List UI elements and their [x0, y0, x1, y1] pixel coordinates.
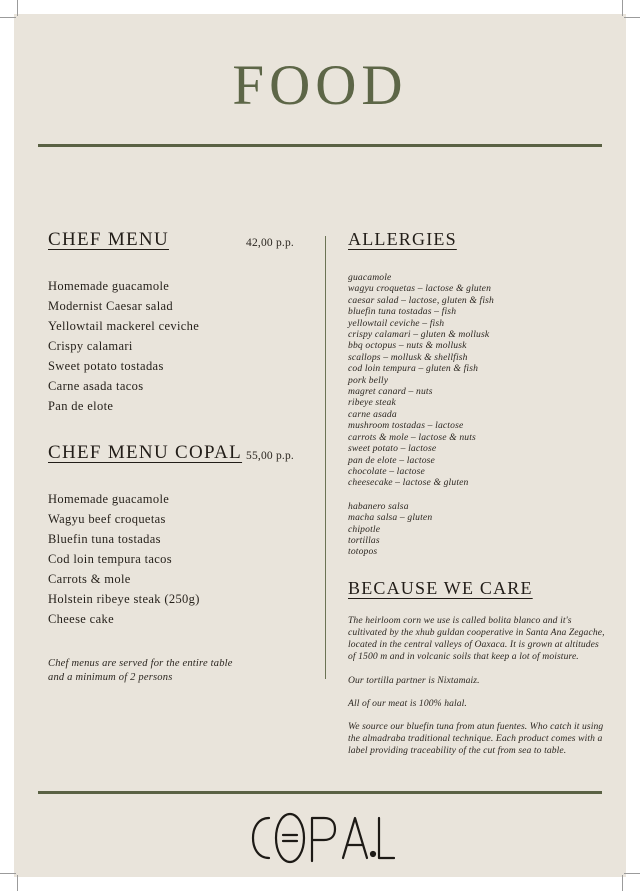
copal-logo [14, 809, 626, 872]
list-item: Modernist Caesar salad [48, 299, 174, 313]
left-column [48, 229, 310, 684]
list-item: Bluefin tuna tostadas [48, 532, 161, 546]
chef-menu-price: 42,00 p.p. [246, 237, 294, 249]
footer-divider-rule [38, 791, 602, 794]
paragraph: All of our meat is 100% halal. [348, 697, 467, 709]
list-item: carrots & mole – lactose & nuts [348, 431, 476, 443]
crop-mark-bottom-right-vertical [622, 875, 623, 891]
list-item: Homemade guacamole [48, 492, 170, 506]
list-item: Cod loin tempura tacos [48, 552, 172, 566]
list-item: sweet potato – lactose [348, 443, 437, 455]
crop-mark-top-right-horizontal [624, 17, 640, 18]
allergies-sides-list [348, 501, 606, 558]
list-item: cod loin tempura – gluten & fish [348, 363, 479, 375]
right-column [348, 229, 606, 758]
list-item: Homemade guacamole [48, 279, 170, 293]
paragraph: Our tortilla partner is Nixtamaiz. [348, 674, 480, 686]
list-item: tortillas [348, 534, 380, 546]
list-item: Cheese cake [48, 612, 114, 626]
list-item: mushroom tostadas – lactose [348, 420, 464, 432]
allergies-dish-list [348, 272, 606, 489]
chef-menu-copal-header-row [48, 442, 310, 464]
list-item: pan de elote – lactose [348, 454, 435, 466]
list-item: Carne asada tacos [48, 379, 144, 393]
paragraph: The heirloom corn we use is called bolita blanco and it's cultivated by the xhub guldan cooperative in Santa Ana Zegache, located in the central valleys of Oaxaca. It is grown at altitudes of 1500 m and in volcanic soils that keep a lot of moisture. [348, 614, 605, 663]
chef-menu-block [48, 229, 310, 416]
because-we-care-title: BECAUSE WE CARE [348, 577, 533, 598]
list-item: carne asada [348, 408, 397, 420]
list-item: chipotle [348, 523, 381, 535]
chef-menu-copal-price: 55,00 p.p. [246, 450, 294, 462]
list-item: ribeye steak [348, 397, 396, 409]
list-item: Sweet potato tostadas [48, 359, 164, 373]
logo-dot [370, 851, 376, 857]
list-item: Pan de elote [48, 399, 114, 413]
list-item: Yellowtail mackerel ceviche [48, 319, 200, 333]
list-item: yellowtail ceviche – fish [348, 317, 445, 329]
crop-mark-bottom-right-horizontal [624, 873, 640, 874]
paragraph: We source our bluefin tuna from atun fuentes. Who catch it using the almadraba traditional technique. Each product comes with a label providing traceability of the cut from sea to table. [348, 720, 604, 757]
list-item: guacamole [348, 272, 392, 283]
list-item: Crispy calamari [48, 339, 133, 353]
list-item: magret canard – nuts [348, 386, 433, 398]
allergies-title: ALLERGIES [348, 229, 457, 249]
chef-menu-header-row [48, 229, 310, 251]
list-item: crispy calamari – gluten & mollusk [348, 329, 490, 341]
list-item: Wagyu beef croquetas [48, 512, 166, 526]
chef-menu-note-line-2: and a minimum of 2 persons [48, 671, 173, 683]
chef-menu-copal-dish-list [48, 489, 310, 629]
chef-menu-copal-block [48, 442, 310, 629]
header-divider-rule [38, 144, 602, 147]
list-item: scallops – mollusk & shellfish [348, 351, 468, 363]
list-item: pork belly [348, 374, 389, 386]
list-item: bluefin tuna tostadas – fish [348, 306, 457, 318]
list-item: chocolate – lactose [348, 465, 425, 477]
list-item: caesar salad – lactose, gluten & fish [348, 294, 494, 306]
chef-menu-copal-title: CHEF MENU COPAL [48, 442, 243, 463]
list-item: habanero salsa [348, 500, 409, 512]
list-item: cheesecake – lactose & gluten [348, 477, 469, 489]
chef-menu-note-line-1: Chef menus are served for the entire table [48, 658, 233, 669]
list-item: Carrots & mole [48, 572, 131, 586]
list-item: wagyu croquetas – lactose & gluten [348, 283, 492, 295]
list-item: macha salsa – gluten [348, 512, 433, 524]
chef-menu-dish-list [48, 276, 310, 416]
list-item: totopos [348, 546, 378, 558]
column-divider [325, 236, 326, 679]
copal-logo-icon [245, 809, 395, 867]
list-item: bbq octopus – nuts & mollusk [348, 340, 467, 352]
chef-menu-title: CHEF MENU [48, 229, 169, 250]
crop-mark-bottom-left-vertical [17, 875, 18, 891]
page-title: FOOD [232, 54, 408, 117]
chef-menu-note [48, 657, 310, 684]
because-we-care-body [348, 615, 606, 758]
list-item: Holstein ribeye steak (250g) [48, 592, 200, 606]
